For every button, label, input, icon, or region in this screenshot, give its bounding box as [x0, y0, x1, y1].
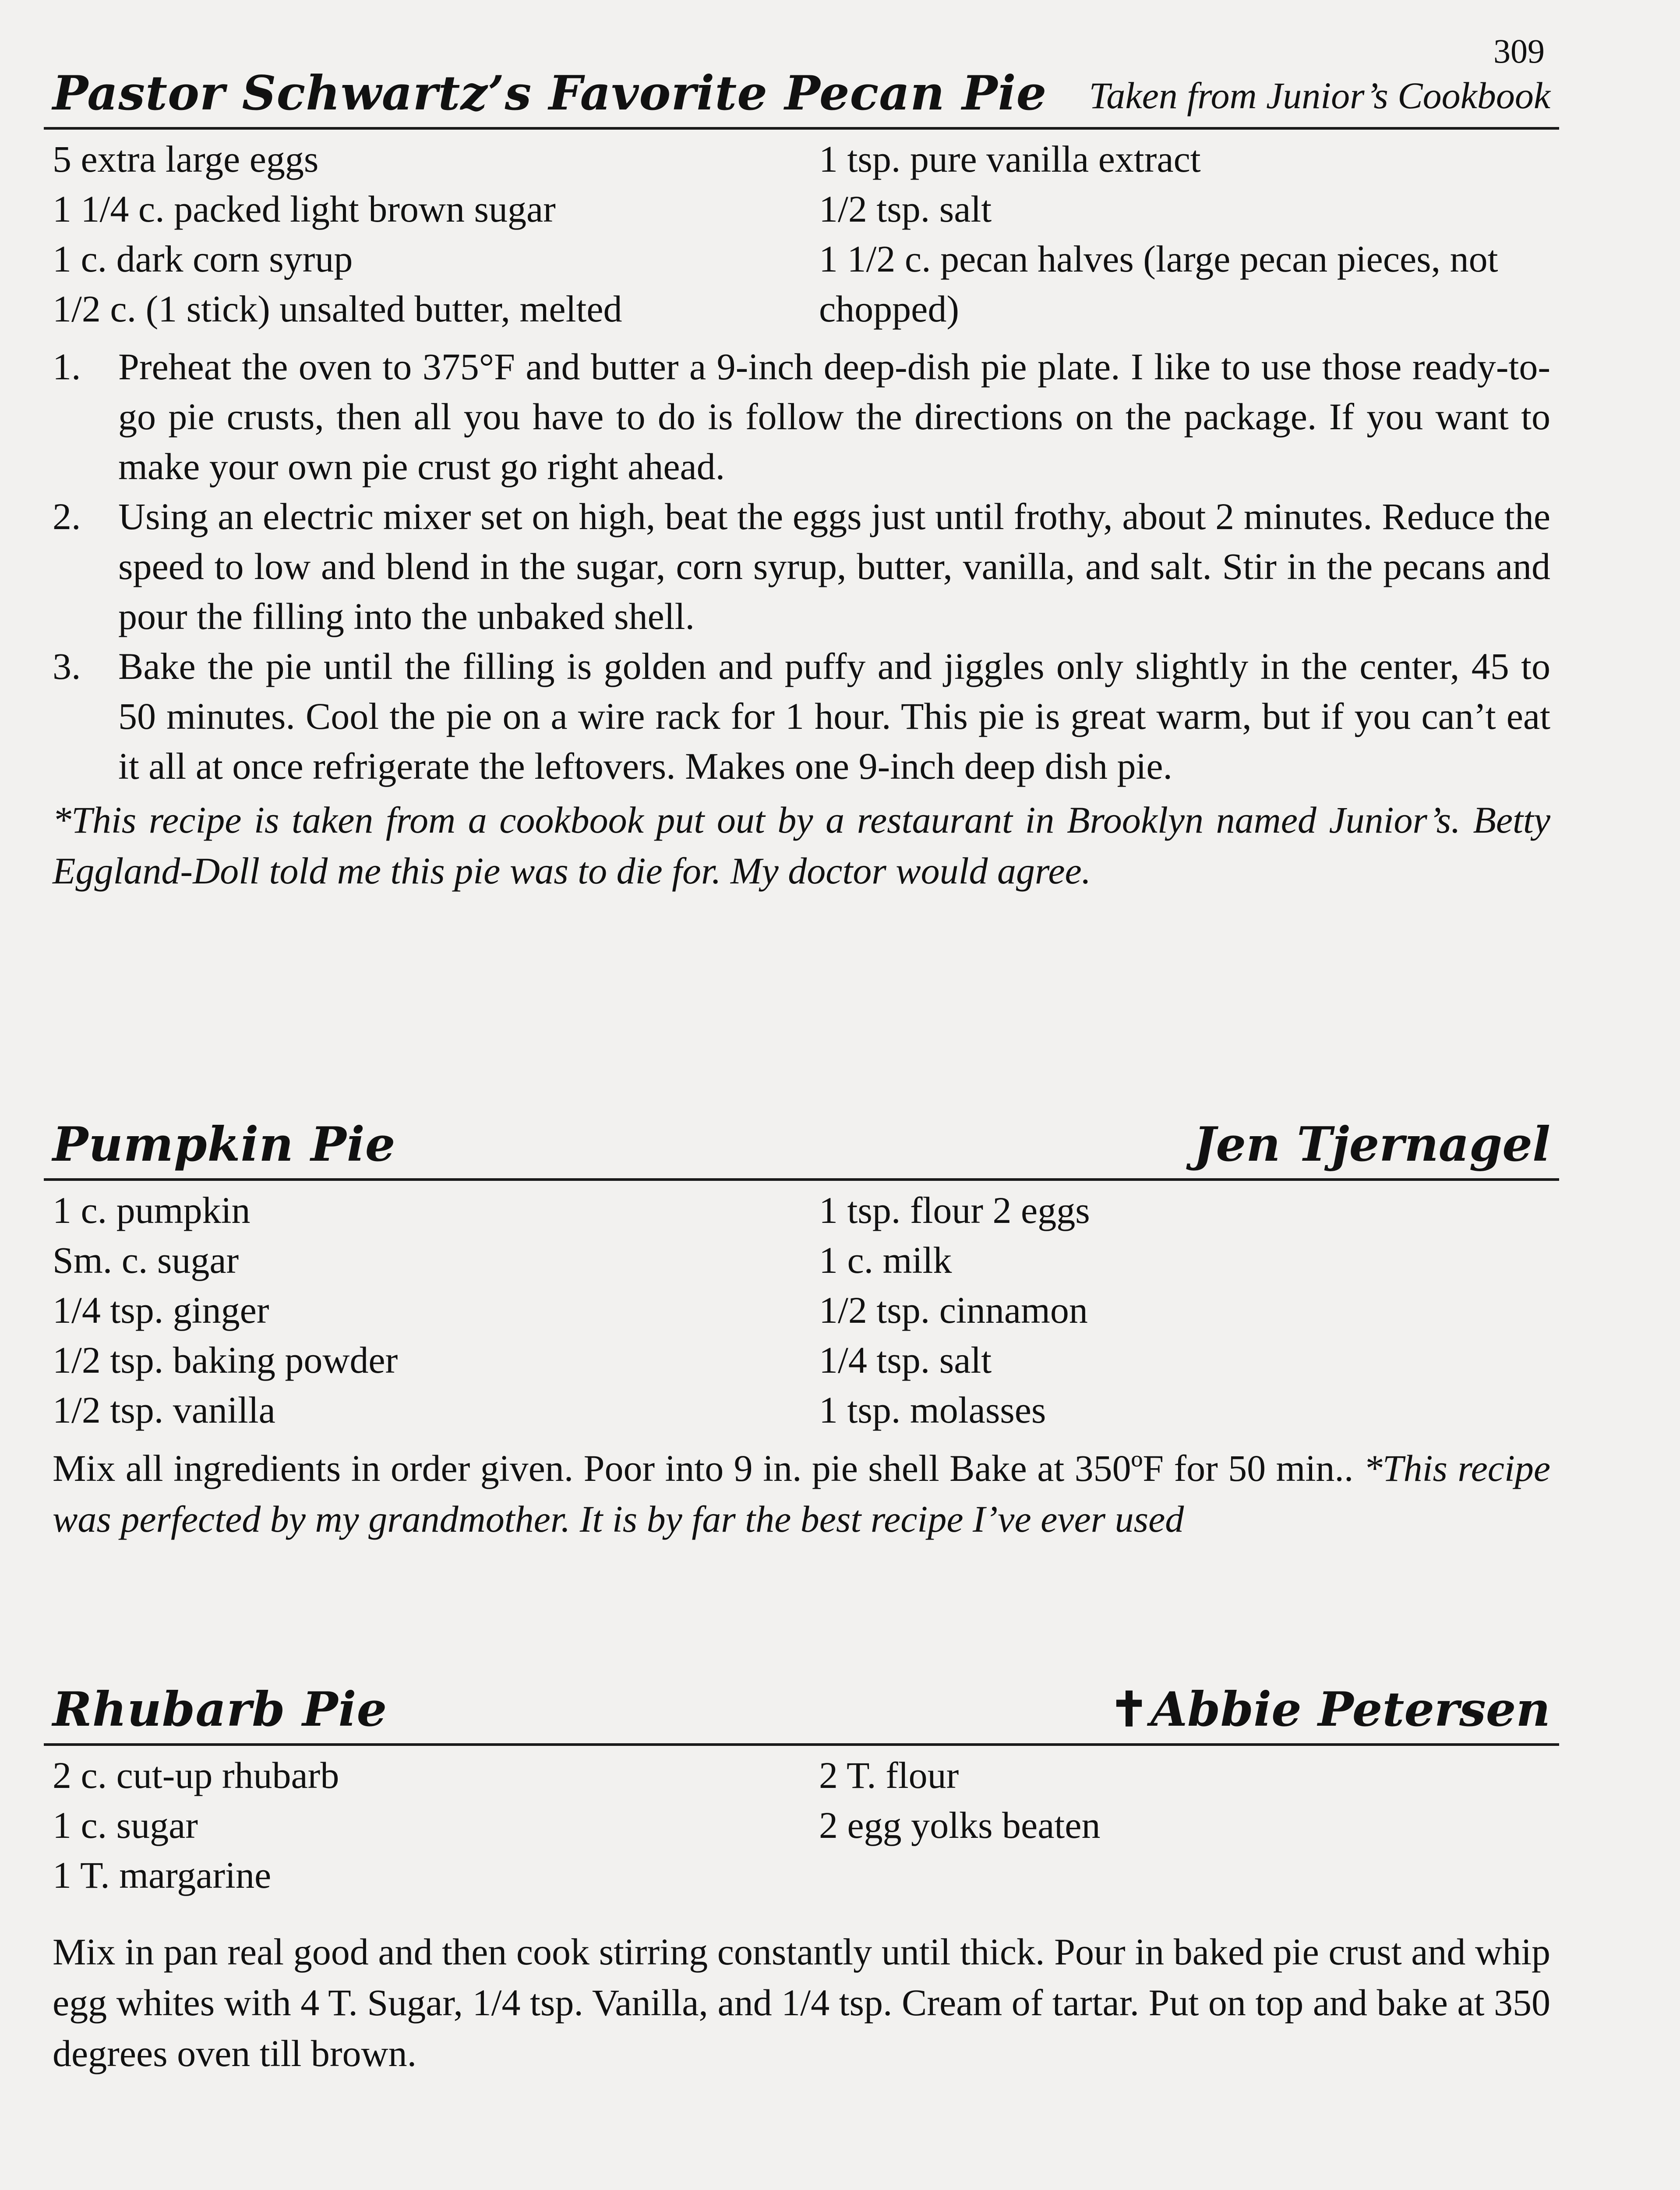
- recipe-source: Taken from Junior’s Cookbook: [1089, 74, 1550, 117]
- ingredient: 1/4 tsp. ginger: [53, 1289, 269, 1331]
- step-text: Bake the pie until the filling is golden and puffy and jiggles only slightly in the center, 45 to 50 minutes. Cool the pie on a wire rack for 1 hour. This pie is great warm, but if you can’t eat it all at once refrigerate the leftovers. Makes one 9-inch deep dish pie.: [118, 645, 1550, 787]
- recipe-pumpkin-pie: [44, 1108, 1559, 1544]
- ingredient: 1 c. sugar: [53, 1804, 198, 1846]
- ingredient: 1 tsp. pure vanilla extract: [819, 138, 1201, 180]
- recipe-author-block: [1109, 1682, 1550, 1737]
- ingredient: 1 1/4 c. packed light brown sugar: [53, 188, 556, 230]
- ingredient: 2 T. flour: [819, 1754, 959, 1796]
- recipe-directions: Mix in pan real good and then cook stirring constantly until thick. Pour in baked pie crust and whip egg whites with 4 T. Sugar, 1/4 tsp. Vanilla, and 1/4 tsp. Cream of tartar. Put on top and bake at 350 degrees oven till brown.: [53, 1931, 1550, 2074]
- page-number: 309: [1493, 32, 1545, 70]
- ingredient: 2 c. cut-up rhubarb: [53, 1754, 339, 1796]
- ingredient-column-right: [819, 1750, 1559, 1900]
- recipe-note: *This recipe was perfected by my grandmother. It is by far the best recipe I’ve ever used: [53, 1447, 1551, 1540]
- directions-text: Mix all ingredients in order given. Poor into 9 in. pie shell Bake at 350ºF for 50 min..: [53, 1447, 1354, 1489]
- ingredient: 1/2 tsp. salt: [819, 188, 992, 230]
- ingredient: 1/2 tsp. baking powder: [53, 1339, 398, 1381]
- step-text: Preheat the oven to 375°F and butter a 9-inch deep-dish pie plate. I like to use those ready-to-go pie crusts, then all you have to do is follow the directions on the package. If you want to make your own pie crust go right ahead.: [118, 346, 1550, 487]
- ingredient: 1/4 tsp. salt: [819, 1339, 992, 1381]
- step-number: 1.: [53, 346, 81, 388]
- recipe-title: Rhubarb Pie: [53, 1682, 388, 1737]
- recipe-author: Jen Tjernagel: [1193, 1117, 1550, 1172]
- ingredient: 1 tsp. flour 2 eggs: [819, 1189, 1090, 1231]
- recipe-header: [44, 57, 1559, 130]
- step-list: [44, 342, 1559, 791]
- ingredient-column-left: [44, 1185, 819, 1435]
- recipe-header: [44, 1673, 1559, 1746]
- ingredient: 2 egg yolks beaten: [819, 1804, 1101, 1846]
- step-item: [53, 342, 1550, 491]
- ingredient-list: [44, 1750, 1559, 1900]
- ingredient-column-left: [44, 134, 819, 334]
- recipe-title: Pumpkin Pie: [53, 1117, 396, 1172]
- ingredient: 1 c. pumpkin: [53, 1189, 251, 1231]
- ingredient: 1 tsp. molasses: [819, 1389, 1046, 1431]
- step-item: [53, 491, 1550, 641]
- step-number: 3.: [53, 645, 81, 687]
- step-item: [53, 641, 1550, 791]
- recipe-rhubarb-pie: [44, 1673, 1559, 2079]
- ingredient: Sm. c. sugar: [53, 1239, 239, 1281]
- ingredient: 5 extra large eggs: [53, 138, 319, 180]
- ingredient: 1 c. dark corn syrup: [53, 238, 353, 280]
- ingredient: 1 1/2 c. pecan halves (large pecan pieces, not chopped): [819, 238, 1498, 330]
- ingredient: 1 c. milk: [819, 1239, 952, 1281]
- ingredient-column-left: [44, 1750, 819, 1900]
- ingredient: 1/2 tsp. cinnamon: [819, 1289, 1088, 1331]
- ingredient-list: [44, 134, 1559, 334]
- ingredient-column-right: [819, 134, 1559, 334]
- recipe-title: Pastor Schwartz’s Favorite Pecan Pie: [53, 66, 1047, 121]
- recipe-header: [44, 1108, 1559, 1181]
- recipe-directions: [44, 1443, 1559, 1544]
- ingredient: 1/2 c. (1 stick) unsalted butter, melted: [53, 288, 622, 330]
- ingredient: 1/2 tsp. vanilla: [53, 1389, 275, 1431]
- step-text: Using an electric mixer set on high, beat the eggs just until frothy, about 2 minutes. Reduce the speed to low and blend in the sugar, corn syrup, butter, vanilla, and salt. Stir in the pecans and pour the filling into the unbaked shell.: [118, 495, 1550, 637]
- cross-icon: ✝: [1109, 1682, 1149, 1737]
- step-number: 2.: [53, 495, 81, 537]
- ingredient-column-right: [819, 1185, 1559, 1435]
- ingredient: 1 T. margarine: [53, 1854, 272, 1896]
- ingredient-list: [44, 1185, 1559, 1435]
- recipe-note: *This recipe is taken from a cookbook put out by a restaurant in Brooklyn named Junior’s. Betty Eggland-Doll told me this pie was to die for. My doctor would agree.: [53, 799, 1550, 892]
- recipe-pecan-pie: [44, 57, 1559, 896]
- recipe-author: Abbie Petersen: [1151, 1682, 1550, 1737]
